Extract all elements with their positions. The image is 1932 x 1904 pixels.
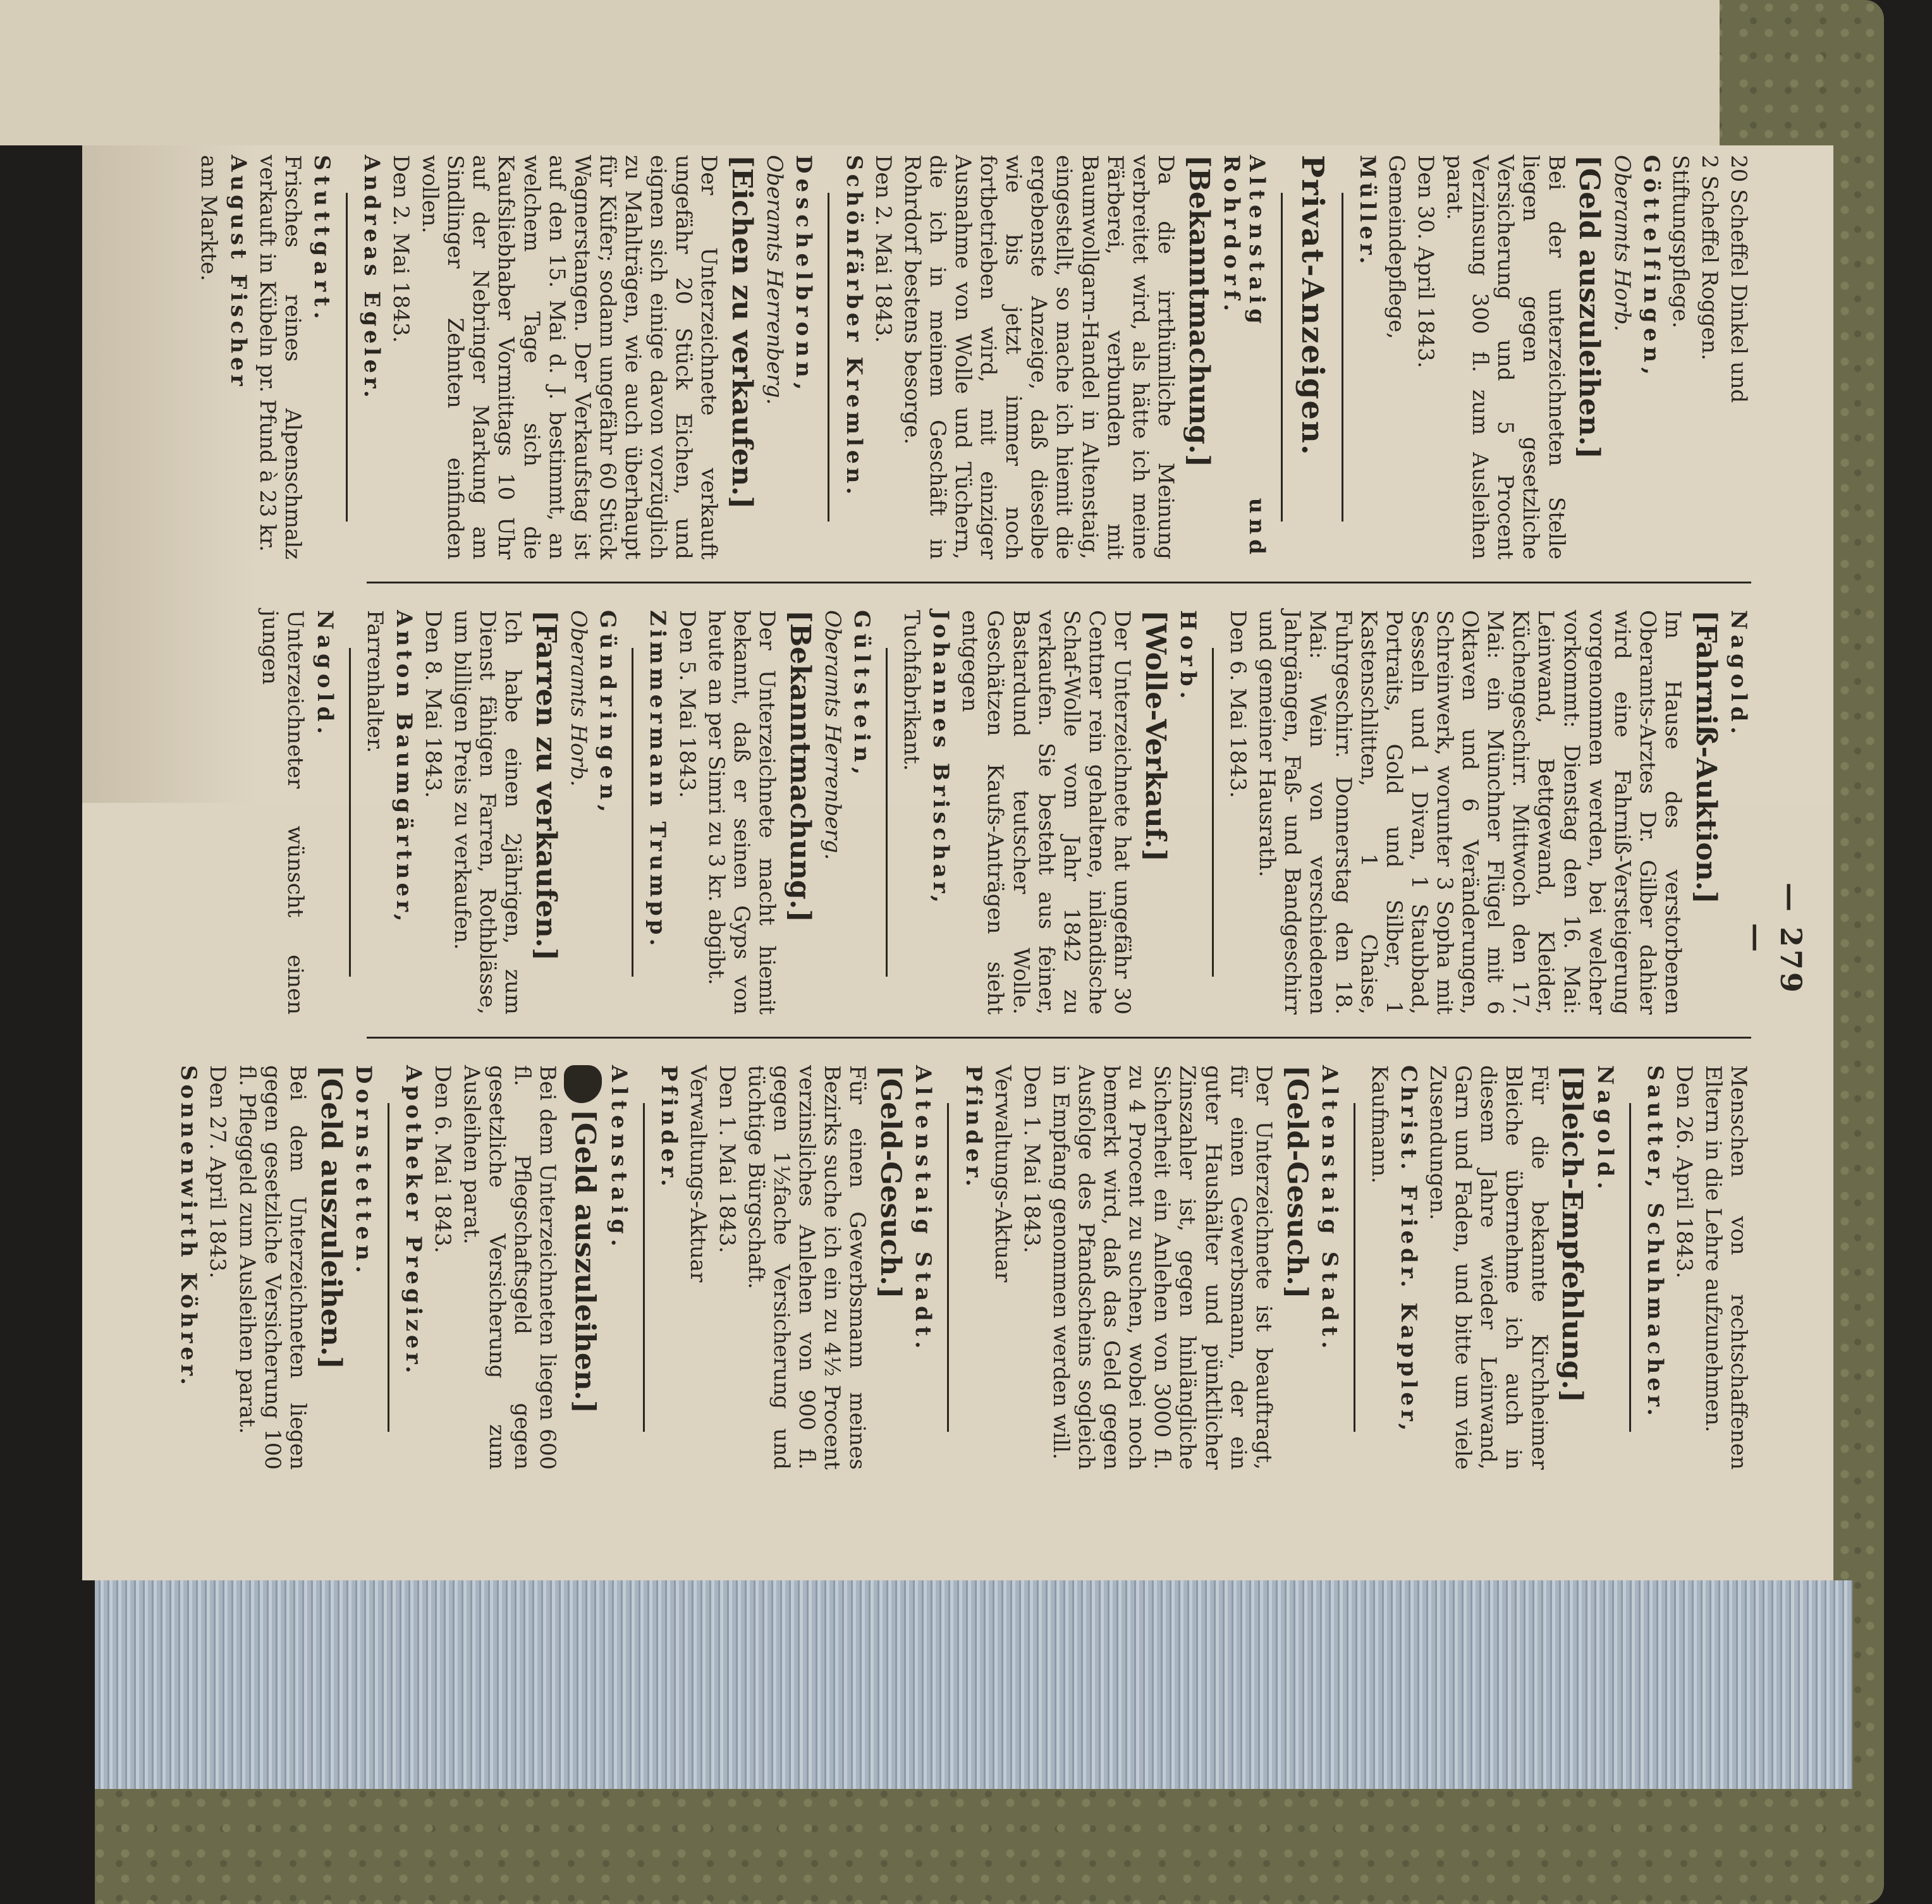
sub-heading: Oberamts Horb. — [1609, 155, 1635, 332]
notice-title: [Bekanntmachung.] — [783, 610, 816, 923]
notice-date: Den 2. Mai 1843. — [870, 155, 896, 343]
signature: Müller. — [1354, 155, 1380, 268]
notice-body: Für einen Gewerbsmann meines Bezirks suche ich ein zu 4½ Procent verzinsliches Anlehen von 900 fl. gegen 1½fache Versicherung und tüchtige Bürgschaft. — [743, 1065, 871, 1470]
place-heading: Altenstaig Stadt. — [910, 1065, 936, 1354]
signature: Tuchfabrikant. — [899, 610, 925, 771]
notice-body: Menschen von rechtschaffenen Eltern in die Lehre aufzunehmen. — [1700, 1065, 1751, 1470]
place-heading: Dornstetten. — [350, 1065, 376, 1278]
signature: Gemeindepflege, — [1383, 155, 1409, 339]
place-heading: Nagold. — [1726, 610, 1751, 740]
notice-title: [Farren zu verkaufen.] — [530, 610, 563, 961]
notice-title: [Geld auszuleihen.] — [1573, 155, 1606, 459]
signature: Stiftungspflege. — [1667, 155, 1693, 329]
place-heading: Stuttgart. — [309, 155, 334, 324]
notice-date: Den 8. Mai 1843. — [420, 610, 446, 798]
divider — [1281, 193, 1283, 522]
place-heading: Nagold. — [312, 610, 338, 740]
signature: Schönfärber Kremlen. — [841, 155, 867, 499]
notice-body: Der Unterzeichnete hat ungefähr 30 Centner rein gehaltene, inländische Schaf-Wolle vom Jahr 1842 zu verkaufen. Sie besteht aus feiner, Bastardund teutscher Wolle. Geschätzen Kaufs-Anträgen sieht entgegen — [957, 610, 1135, 1015]
place-heading: Altenstaig Stadt. — [1316, 1065, 1342, 1354]
notice-title: [Eichen zu verkaufen.] — [726, 155, 759, 510]
divider — [947, 1103, 949, 1432]
place-heading: Horb. — [1175, 610, 1201, 704]
notice-body: Der Unterzeichnete verkauft ungefähr 20 Stück Eichen, und eignen sich einige davon vorzüglich zu Mahlträgen, wie auch überhaupt für Küfer; sodann ungefähr 60 Stück Wagnerstangen. Der Verkaufstag ist auf den 15. Mai d. J. bestimmt, an welchem Tage sich die Kaufsliebhaber Vormittags 10 Uhr auf der Nebringer Markung am Sindlinger Zehnten einfinden wollen. — [417, 155, 722, 559]
notice-title: [Fahrniß-Auktion.] — [1689, 610, 1722, 904]
divider — [1354, 1103, 1355, 1432]
divider — [886, 648, 888, 977]
text: 20 Scheffel Dinkel und — [1726, 155, 1751, 403]
notice-body: Frisches reines Alpenschmalz verkauft in Kübeln pr. Pfund à 23 kr. — [254, 155, 305, 559]
signature: Zimmermann Trumpp. — [645, 610, 671, 950]
page-content — [176, 130, 1808, 1748]
divider — [1629, 1103, 1631, 1432]
notice-date: Den 1. Mai 1843. — [714, 1065, 740, 1254]
place-heading: Göttelfingen, — [1638, 155, 1664, 380]
divider — [632, 648, 633, 977]
notice-body: Bei der unterzeichneten Stelle liegen gegen gesetzliche Versicherung und 5 Procent Verzinsung 300 fl. zum Ausleihen parat. — [1442, 155, 1569, 559]
notice-date: Den 6. Mai 1843. — [1225, 610, 1251, 798]
page-number: — 279 — — [1739, 882, 1808, 996]
place-heading: Altenstaig und Rohrdorf. — [1218, 155, 1270, 559]
signature: Apotheker Pregizer. — [400, 1065, 426, 1377]
divider — [828, 193, 830, 522]
place-heading: Gündringen, — [595, 610, 621, 817]
notice-date: Den 27. April 1843. — [205, 1065, 231, 1279]
signature: August Fischer — [225, 155, 251, 390]
signature: Pfinder. — [656, 1065, 682, 1190]
column-rule — [367, 582, 1751, 583]
notice-date: Den 2. Mai 1843. — [388, 155, 414, 343]
notice-date: Den 30. April 1843. — [1413, 155, 1438, 369]
place-heading: Gültstein, — [849, 610, 875, 780]
divider — [349, 648, 351, 977]
signature: Sautter, Schuhmacher. — [1642, 1065, 1668, 1420]
notice-body: Der Unterzeichnete macht hiemit bekannt, daß er seinen Gyps von heute an per Simri zu 3 kr. abgibt. — [703, 610, 780, 1015]
divider — [1342, 193, 1343, 522]
column-left — [192, 155, 1751, 559]
signature: Anton Baumgärtner, — [391, 610, 417, 925]
signature: Kaufmann. — [1366, 1065, 1392, 1184]
signature: am Markte. — [196, 155, 222, 281]
notice-body: Der Unterzeichnete ist beauftragt, für einen Gewerbsmann, der ein guter Haushälter und pünktlicher Zinszahler ist, gegen hinlängliche Sicherheit ein Anlehen von 3000 fl. zu 4 Procent zu suchen, wobei noch bemerkt wird, daß das Geld gegen Ausfolge des Pfandscheins sogleich in Empfang genommen werden will. — [1048, 1065, 1276, 1470]
divider — [388, 1103, 389, 1432]
text: 2 Scheffel Roggen. — [1696, 155, 1722, 361]
divider — [1212, 648, 1214, 977]
notice-body: Da die irrthümliche Meinung verbreitet wird, als hätte ich meine Färberei, verbunden mit Baumwollgarn-Handel in Altenstaig, eingestellt, so mache ich hiemit die ergebenste Anzeige, daß dieselbe wie bis jetzt immer noch fortbetrieben wird, mit einziger Ausnahme von Wolle und Tüchern, die ich in meinem Geschäft in Rohrdorf bestens besorge. — [899, 155, 1178, 559]
previous-page-sliver — [0, 0, 1720, 145]
notice-title: [Wolle-Verkauf.] — [1139, 610, 1171, 862]
sub-heading: Oberamts Herrenberg. — [762, 155, 788, 405]
notice-title: [Bekanntmachung.] — [1182, 155, 1215, 468]
signature: Johannes Brischar, — [928, 610, 954, 907]
notice-date: Den 26. April 1843. — [1671, 1065, 1697, 1279]
notice-body: Ich habe einen 2jährigen, zum Dienst fähigen Farren, Rothblässe, um billigen Preis zu verkaufen. — [449, 610, 526, 1015]
notice-date: Den 6. Mai 1843. — [430, 1065, 456, 1254]
notice-body: Unterzeichneter wünscht einen jungen — [257, 610, 309, 1015]
signature: Sonnenwirth Köhrer. — [176, 1065, 202, 1389]
divider — [643, 1103, 645, 1432]
notice-date: Den 5. Mai 1843. — [674, 610, 700, 798]
signature: Andreas Egeler. — [358, 155, 384, 401]
notice-body: Bei dem Unterzeichneten liegen 600 fl. Pflegschaftsgeld gegen gesetzliche Versicherung zum Ausleihen parat. — [459, 1065, 561, 1470]
signature: Pfinder. — [960, 1065, 986, 1190]
signature: Farrenhalter. — [362, 610, 388, 754]
notice-body: Bei dem Unterzeichneten liegen gegen gesetzliche Versicherung 100 fl. Pfleggeld zum Ausleihen parat. — [234, 1065, 310, 1470]
sub-heading: Oberamts Horb. — [566, 610, 592, 787]
section-heading: Privat-Anzeigen. — [1294, 155, 1330, 456]
notice-title — [564, 1065, 602, 1470]
notice-date: Den 1. Mai 1843. — [1018, 1065, 1044, 1254]
divider — [346, 193, 348, 522]
place-heading: Altenstaig. — [606, 1065, 632, 1252]
column-rule — [367, 1037, 1751, 1039]
signature: Christ. Friedr. Kappler, — [1396, 1065, 1421, 1435]
place-heading: Nagold. — [1592, 1065, 1618, 1195]
notice-title-text: [Geld auszuleihen.] — [568, 1109, 601, 1413]
signature: Verwaltungs-Aktuar — [989, 1065, 1015, 1283]
place-heading: Deschelbronn, — [791, 155, 817, 395]
notice-body: Im Hause des verstorbenen Oberamts-Arztes Dr. Gilber dahier wird eine Fahrniß-Versteigerung vorgenommen werden, bei welcher vorkommt: Dienstag den 16. Mai: Leinwand, Bettgewand, Kleider, Küchengeschirr. Mittwoch den 17. Mai: ein Münchner Flügel mit 6 Oktaven und 6 Veränderungen, Schreinwerk, worunter 3 Sopha mit Sesseln und 1 Divan, 1 Staubbad, Portraits, Gold und Silber, 1 Kastenschlitten, 1 Chaise, Fuhrgeschirr. Donnerstag den 18. Mai: Wein von verschiedenen Jahrgängen, Faß- und Bandgeschirr und gemeiner Hausrath. — [1254, 610, 1685, 1015]
notice-title: [Geld auszuleihen.] — [314, 1065, 347, 1369]
notice-title: [Geld-Gesuch.] — [874, 1065, 907, 1299]
notice-title: [Bleich-Empfehlung.] — [1556, 1065, 1589, 1403]
column-right — [172, 1065, 1751, 1470]
sub-heading: Oberamts Herrenberg. — [819, 610, 845, 860]
column-middle — [254, 610, 1751, 1015]
ornament-icon — [564, 1065, 602, 1103]
notice-title: [Geld-Gesuch.] — [1280, 1065, 1313, 1299]
notice-body: Für die bekannte Kirchheimer Bleiche übernehme ich auch in diesem Jahre wieder Leinwand, Garn und Faden, und bitte um viele Zusendungen. — [1425, 1065, 1552, 1470]
signature: Verwaltungs-Aktuar — [685, 1065, 711, 1283]
